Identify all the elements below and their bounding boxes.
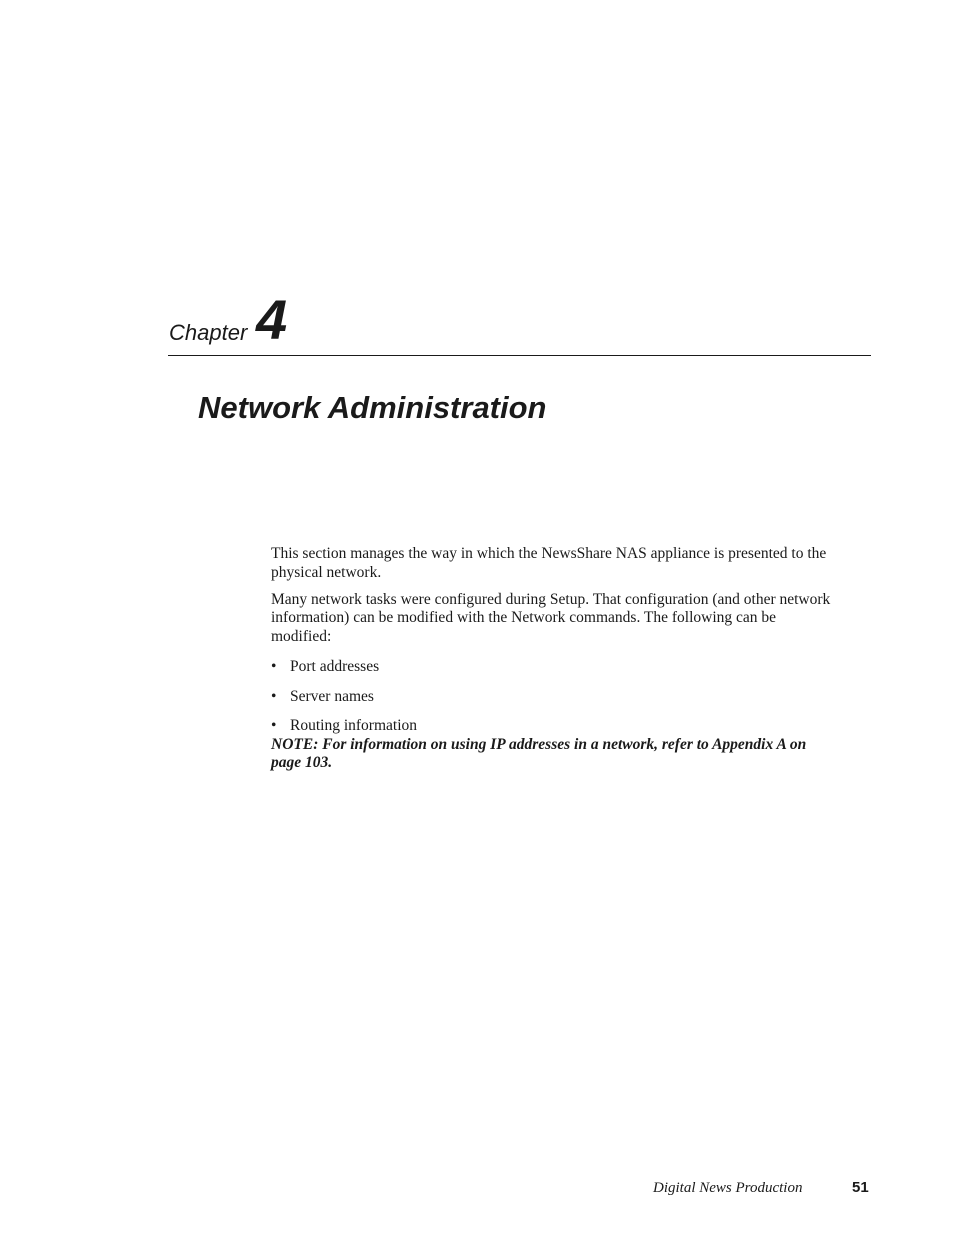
chapter-divider <box>168 355 871 356</box>
bullet-icon: • <box>271 717 277 734</box>
page-number: 51 <box>852 1179 869 1196</box>
modifiable-list <box>271 658 831 736</box>
bullet-icon: • <box>271 658 277 675</box>
bullet-icon: • <box>271 687 277 705</box>
list-item-text: Routing information <box>290 717 418 734</box>
list-item-text: Server names <box>290 687 374 705</box>
list-item <box>271 688 831 707</box>
chapter-title: Network Administration <box>198 390 547 425</box>
note-text: NOTE: For information on using IP addresses in a network, refer to Appendix A on page 103. <box>271 735 807 771</box>
list-item-text: Port addresses <box>290 658 380 675</box>
modifiable-paragraph: Many network tasks were configured during Setup. That configuration (and other network information) can be modified with the Network commands. The following can be modified: <box>271 590 831 645</box>
list-item <box>271 717 831 736</box>
list-item <box>271 658 831 677</box>
chapter-number: 4 <box>256 288 288 351</box>
chapter-label: Chapter <box>169 320 248 345</box>
body-content <box>271 545 831 781</box>
footer-title: Digital News Production <box>653 1180 803 1196</box>
intro-paragraph: This section manages the way in which the NewsShare NAS appliance is presented to the physical network. <box>271 545 827 581</box>
